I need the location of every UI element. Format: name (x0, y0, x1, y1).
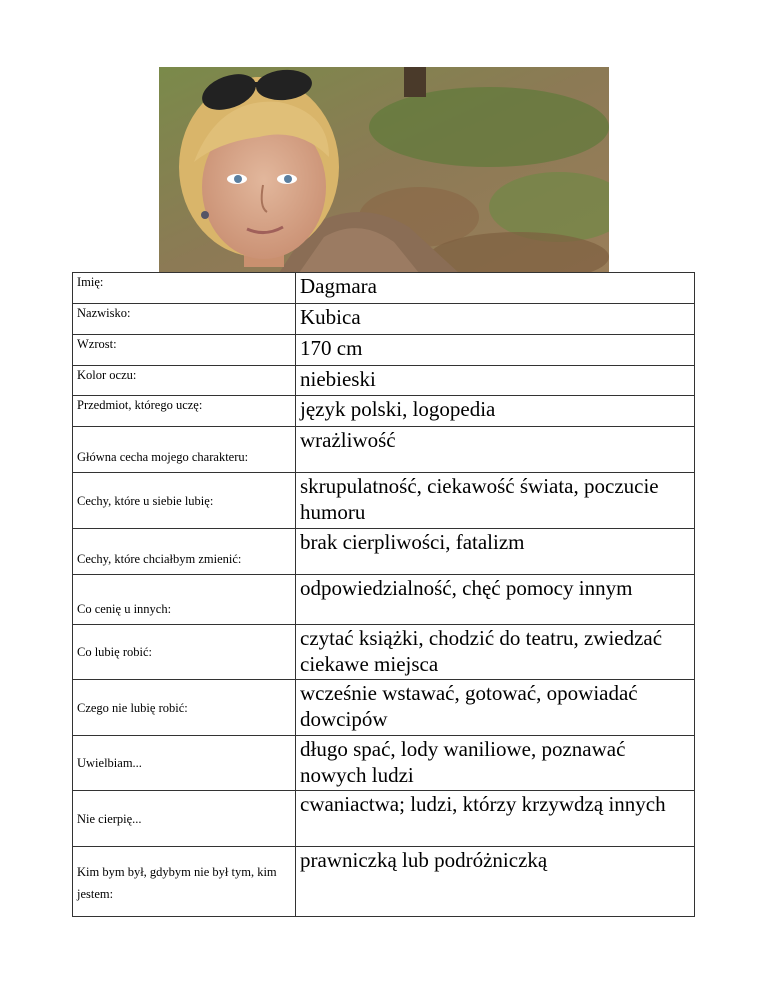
row-value: odpowiedzialność, chęć pomocy innym (296, 575, 695, 625)
table-row (73, 625, 695, 680)
row-label: Cechy, które chciałbym zmienić: (73, 529, 296, 575)
table-row (73, 427, 695, 473)
row-value: czytać książki, chodzić do teatru, zwiedzać ciekawe miejsca (296, 625, 695, 680)
table-row (73, 680, 695, 736)
row-value: Dagmara (296, 273, 695, 304)
table-row (73, 473, 695, 529)
table-row (73, 304, 695, 335)
row-label: Uwielbiam... (73, 736, 296, 791)
row-label: Kolor oczu: (73, 366, 296, 396)
row-label: Przedmiot, którego uczę: (73, 396, 296, 427)
row-value: wrażliwość (296, 427, 695, 473)
row-value: skrupulatność, ciekawość świata, poczucie humoru (296, 473, 695, 529)
row-value: brak cierpliwości, fatalizm (296, 529, 695, 575)
row-label: Cechy, które u siebie lubię: (73, 473, 296, 529)
row-label: Kim bym był, gdybym nie był tym, kim jestem: (73, 847, 296, 917)
table-row (73, 529, 695, 575)
row-value: wcześnie wstawać, gotować, opowiadać dowcipów (296, 680, 695, 736)
table-row (73, 575, 695, 625)
row-value: niebieski (296, 366, 695, 396)
row-label: Czego nie lubię robić: (73, 680, 296, 736)
table-row (73, 396, 695, 427)
row-value: 170 cm (296, 335, 695, 366)
table-row (73, 366, 695, 396)
row-label: Co lubię robić: (73, 625, 296, 680)
row-value: cwaniactwa; ludzi, którzy krzywdzą innych (296, 791, 695, 847)
row-value: długo spać, lody waniliowe, poznawać nowych ludzi (296, 736, 695, 791)
table-row (73, 736, 695, 791)
table-row (73, 847, 695, 917)
profile-table (72, 272, 695, 917)
row-label: Wzrost: (73, 335, 296, 366)
row-value: Kubica (296, 304, 695, 335)
row-label: Nazwisko: (73, 304, 296, 335)
row-label: Imię: (73, 273, 296, 304)
table-row (73, 273, 695, 304)
table-row (73, 335, 695, 366)
row-label: Główna cecha mojego charakteru: (73, 427, 296, 473)
row-label: Nie cierpię... (73, 791, 296, 847)
row-label: Co cenię u innych: (73, 575, 296, 625)
row-value: prawniczką lub podróżniczką (296, 847, 695, 917)
table-row (73, 791, 695, 847)
portrait-photo (159, 67, 609, 273)
row-value: język polski, logopedia (296, 396, 695, 427)
